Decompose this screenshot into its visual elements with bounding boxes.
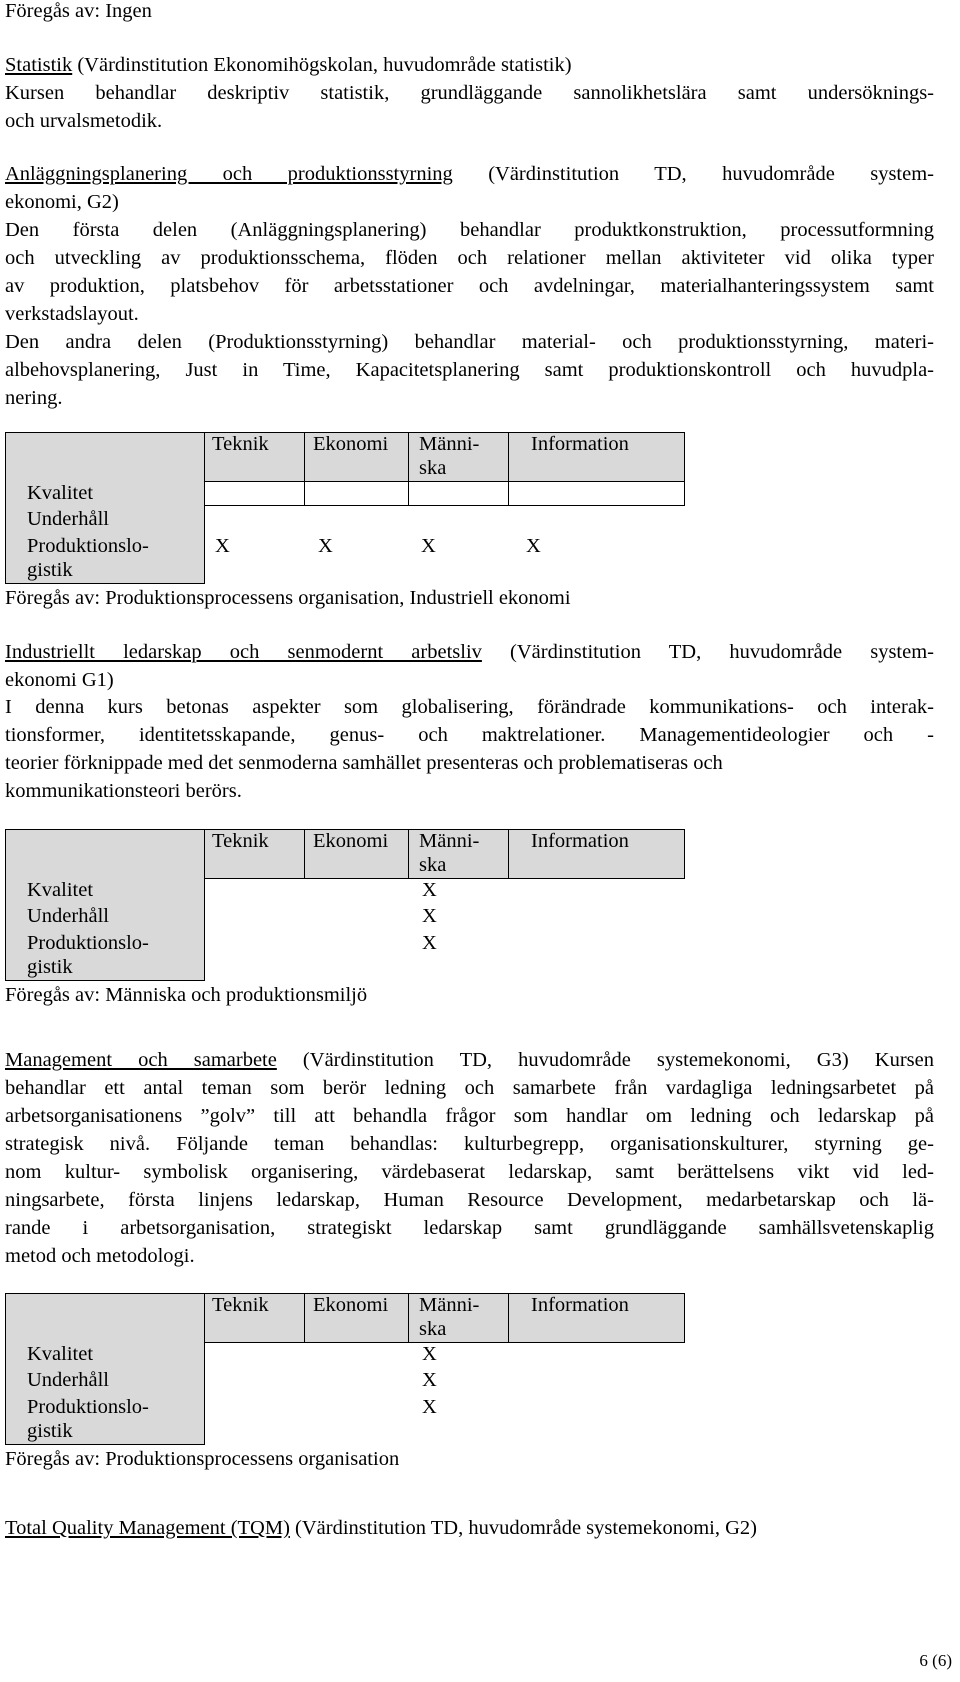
mark-kvalitet-manniska: X (422, 879, 437, 901)
row-kvalitet: Kvalitet (27, 1343, 94, 1365)
subject-table (5, 829, 685, 981)
mark-information: X (526, 535, 541, 557)
course-text: ekonomi G1) (5, 669, 114, 691)
mark-underhall-manniska: X (422, 905, 437, 927)
row-produktionslogistik: Produktionslo- (27, 535, 149, 557)
mark-ekonomi: X (318, 535, 333, 557)
course-text: Den första delen (Anläggningsplanering) behandlar produktkonstruktion, processutformning (5, 219, 934, 241)
intro-prereq: Föregås av: Ingen (5, 0, 152, 22)
row-produktionslogistik: Produktionslo- (27, 932, 149, 954)
course-text: nering. (5, 387, 63, 409)
course-heading-industriellt-ledarskap: Industriellt ledarskap och senmodernt arbetsliv (Värdinstitution TD, huvudområde system- (5, 641, 934, 663)
course-text: av produktion, platsbehov för arbetsstationer och avdelningar, materialhanteringssystem samt (5, 275, 934, 297)
course-text: strategisk nivå. Följande teman behandlas: kulturbegrepp, organisationskulturer, styrning ge- (5, 1133, 934, 1155)
course-text: I denna kurs betonas aspekter som globalisering, förändrade kommunikations- och interak- (5, 696, 934, 718)
subject-table (5, 1293, 685, 1445)
course-text: metod och metodologi. (5, 1245, 195, 1267)
course-text: tionsformer, identitetsskapande, genus- och maktrelationer. Managementideologier och - (5, 724, 934, 746)
header-ekonomi: Ekonomi (313, 1294, 389, 1316)
subject-table (5, 432, 685, 584)
course-text: och utveckling av produktionsschema, flöden och relationer mellan aktiviteter vid olika typer (5, 247, 934, 269)
course-text: nom kultur- symbolisk organisering, värdebaserat ledarskap, samt berättelsens vikt vid led- (5, 1161, 934, 1183)
course-title-link[interactable]: Anläggningsplanering och produktionsstyrning (5, 163, 453, 185)
header-teknik: Teknik (212, 433, 269, 455)
mark-teknik: X (215, 535, 230, 557)
mark-kvalitet-manniska: X (422, 1343, 437, 1365)
course-text: behandlar ett antal teman som berör ledning och samarbete från vardagliga ledningsarbetet på (5, 1077, 934, 1099)
header-manniska-cont: ska (419, 1318, 447, 1340)
row-produktionslogistik: Produktionslo- (27, 1396, 149, 1418)
row-kvalitet: Kvalitet (27, 879, 94, 901)
page-number: 6 (6) (919, 1651, 952, 1670)
row-underhall: Underhåll (27, 905, 109, 927)
header-manniska-cont: ska (419, 457, 447, 479)
header-manniska: Männi- (419, 1294, 480, 1316)
course-text: ningsarbete, första linjens ledarskap, Human Resource Development, medarbetarskap och lä- (5, 1189, 934, 1211)
header-information: Information (531, 830, 629, 852)
header-manniska: Männi- (419, 433, 480, 455)
course-heading-anlaggningsplanering: Anläggningsplanering och produktionsstyrning (Värdinstitution TD, huvudområde system- (5, 163, 934, 185)
course-heading-management: Management och samarbete (Värdinstitution TD, huvudområde systemekonomi, G3) Kursen (5, 1049, 934, 1071)
row-produktionslogistik-cont: gistik (27, 1420, 73, 1442)
row-produktionslogistik-cont: gistik (27, 559, 73, 581)
course-title-link[interactable]: Total Quality Management (TQM) (5, 1517, 290, 1539)
header-information: Information (531, 1294, 629, 1316)
row-kvalitet: Kvalitet (27, 482, 94, 504)
course-prereq: Föregås av: Produktionsprocessens organisation, Industriell ekonomi (5, 587, 571, 609)
mark-underhall-manniska: X (422, 1369, 437, 1391)
header-ekonomi: Ekonomi (313, 830, 389, 852)
course-text: Den andra delen (Produktionsstyrning) behandlar material- och produktionsstyrning, materi- (5, 331, 934, 353)
course-heading-tqm: Total Quality Management (TQM) (Värdinstitution TD, huvudområde systemekonomi, G2) (5, 1517, 757, 1539)
course-prereq: Föregås av: Produktionsprocessens organisation (5, 1448, 400, 1470)
course-text: ekonomi, G2) (5, 191, 119, 213)
course-text: albehovsplanering, Just in Time, Kapacitetsplanering samt produktionskontroll och huvudpla- (5, 359, 934, 381)
course-title-link[interactable]: Statistik (5, 54, 73, 76)
mark-produktionslogistik-manniska: X (422, 1396, 437, 1418)
course-text: och urvalsmetodik. (5, 110, 163, 132)
course-title-link[interactable]: Industriellt ledarskap och senmodernt arbetsliv (5, 641, 482, 663)
header-teknik: Teknik (212, 830, 269, 852)
course-text: kommunikationsteori berörs. (5, 780, 242, 802)
mark-manniska: X (421, 535, 436, 557)
course-text: arbetsorganisationens ”golv” till att behandla frågor som handlar om ledning och ledarskap på (5, 1105, 934, 1127)
course-text: Kursen behandlar deskriptiv statistik, grundläggande sannolikhetslära samt undersöknings- (5, 82, 934, 104)
course-title-link[interactable]: Management och samarbete (5, 1049, 277, 1071)
course-text: rande i arbetsorganisation, strategiskt ledarskap samt grundläggande samhällsvetenskaplig (5, 1217, 934, 1239)
course-text: teorier förknippade med det senmoderna samhället presenteras och problematiseras och (5, 752, 723, 774)
course-text: verkstadslayout. (5, 303, 139, 325)
row-underhall: Underhåll (27, 508, 109, 530)
header-manniska: Männi- (419, 830, 480, 852)
header-teknik: Teknik (212, 1294, 269, 1316)
row-produktionslogistik-cont: gistik (27, 956, 73, 978)
course-heading-statistik: Statistik (Värdinstitution Ekonomihögskolan, huvudområde statistik) (5, 54, 572, 76)
mark-produktionslogistik-manniska: X (422, 932, 437, 954)
row-underhall: Underhåll (27, 1369, 109, 1391)
course-prereq: Föregås av: Människa och produktionsmiljö (5, 984, 368, 1006)
header-ekonomi: Ekonomi (313, 433, 389, 455)
header-manniska-cont: ska (419, 854, 447, 876)
header-information: Information (531, 433, 629, 455)
